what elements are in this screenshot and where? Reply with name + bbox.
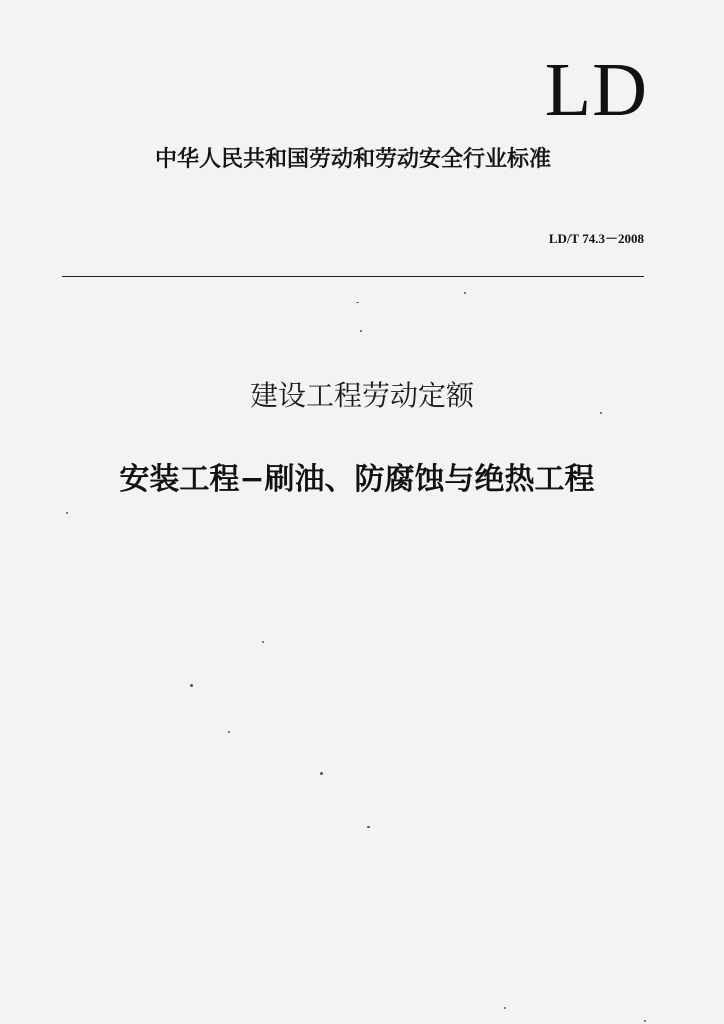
scan-speck [262, 641, 264, 643]
scan-speck [320, 772, 323, 775]
standard-number: LD/T 74.3－2008 [548, 231, 644, 246]
scan-speck [644, 1020, 646, 1022]
document-subtitle: 安装工程−刷油、防腐蚀与绝热工程 [119, 462, 595, 497]
scan-speck [66, 512, 68, 514]
scan-speck [190, 684, 193, 687]
scan-speck [228, 731, 230, 733]
header-divider [62, 276, 644, 277]
scan-speck [356, 302, 359, 303]
scan-speck [600, 412, 602, 414]
issuing-authority: 中华人民共和国劳动和劳动安全行业标准 [155, 147, 552, 172]
document-title: 建设工程劳动定额 [249, 379, 474, 412]
scan-speck [360, 330, 362, 332]
scan-speck [367, 826, 370, 828]
scan-speck [464, 292, 466, 294]
standard-logo: LD [544, 48, 648, 132]
scan-speck [504, 1007, 506, 1009]
